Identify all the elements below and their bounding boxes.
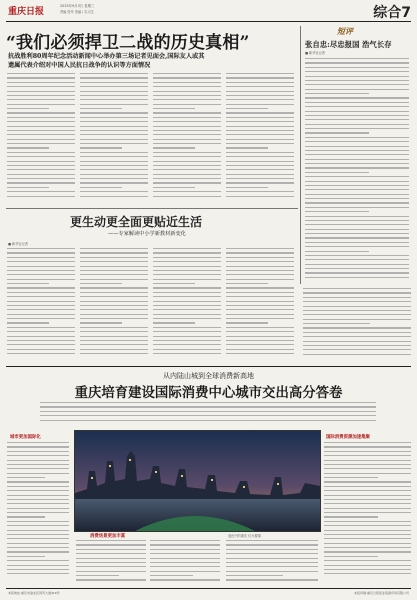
lead-headline: “我们必须捍卫二战的历史真相” xyxy=(6,33,250,53)
city-night-photo xyxy=(74,430,321,532)
feature-subhead: 国际消费资源加速集聚 xyxy=(326,435,370,440)
second-body-column xyxy=(153,248,221,362)
feature-headline: 重庆培育建设国际消费中心城市交出高分答卷 xyxy=(74,385,343,401)
footer-left: 本报地址:重庆市渝北区同茂大道416号 xyxy=(8,591,60,595)
lead-deck-line: 遗属代表介绍对中国人民抗日战争的认识等方面情况 xyxy=(8,62,151,69)
feature-body-column xyxy=(226,540,318,584)
feature-kicker: 从内陆山城到全球消费新高地 xyxy=(163,372,254,380)
lead-body-column xyxy=(80,73,148,203)
second-body-column xyxy=(7,248,75,362)
second-body-column xyxy=(80,248,148,362)
lead-body-column xyxy=(153,73,221,203)
paper-name: 重庆日报 xyxy=(8,7,45,17)
column-box xyxy=(303,26,411,284)
lead-body-column xyxy=(7,73,75,203)
lead-deck-line: 抗战胜利80周年纪念活动新闻中心举办第三场记者见面会,国际友人或其 xyxy=(8,53,205,60)
date-line: 2025年9月3日 星期三 xyxy=(60,4,95,8)
photo-caption: 夜色中的重庆 灯火璀璨 xyxy=(228,534,261,538)
column-title: 张自忠:尽忠报国 浩气长存 xyxy=(305,40,392,49)
feature-body-column xyxy=(76,540,146,584)
section-title: 综合7 xyxy=(373,5,411,21)
feature-body-column xyxy=(150,540,220,584)
column-label: 短评 xyxy=(337,26,353,36)
second-body-column xyxy=(303,288,411,362)
second-body-column xyxy=(226,248,294,362)
masthead xyxy=(0,0,417,22)
column-body xyxy=(305,58,409,283)
second-subhead: ——专家解读中小学新教材新变化 xyxy=(108,231,186,237)
lead-body-column xyxy=(226,73,294,203)
feature-subhead: 城市更加国际化 xyxy=(10,435,41,440)
footer-right: 本报印刷:重庆日报报业集团印务有限公司 xyxy=(353,591,409,595)
feature-body-column xyxy=(7,442,69,582)
feature-subhead: 消费场景更加丰富 xyxy=(90,534,126,539)
column-byline: ■ 新华社记者 xyxy=(305,51,325,55)
feature-intro xyxy=(40,402,376,428)
second-byline: ■ 新华社记者 xyxy=(8,242,28,246)
editors-line: 责编 张华 美编 / 实习生 xyxy=(60,10,94,14)
feature-body-column xyxy=(324,442,411,582)
second-headline: 更生动更全面更贴近生活 xyxy=(70,215,203,229)
